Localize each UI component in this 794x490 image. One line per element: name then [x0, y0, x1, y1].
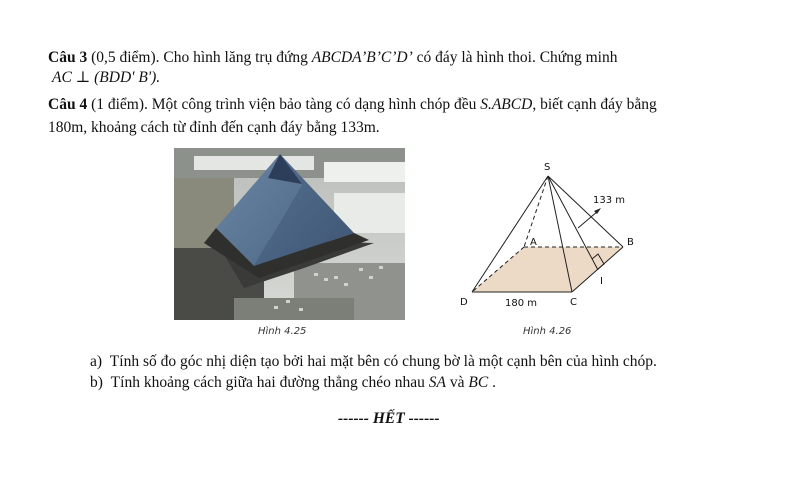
base-edge-label: 180 m: [505, 298, 538, 309]
vertex-s-label: S: [544, 162, 551, 173]
question-4-rest: , biết cạnh đáy bằng: [532, 96, 657, 113]
part-b-and: và: [446, 374, 469, 391]
diagram-caption: Hình 4.26: [523, 326, 572, 337]
question-3-points: (0,5 điểm). Cho hình lăng trụ đứng: [87, 49, 312, 66]
part-b-end: .: [488, 374, 496, 391]
end-mark: ------ HẾT ------: [338, 410, 440, 427]
part-b: [90, 373, 496, 393]
question-3-rest: có đáy là hình thoi. Chứng minh: [412, 49, 618, 66]
photo-caption: Hình 4.25: [258, 326, 307, 337]
line-sa: SA: [428, 374, 447, 391]
part-b-marker: b): [90, 374, 103, 391]
part-b-text: Tính khoảng cách giữa hai đường thẳng chéo nhau: [110, 374, 429, 391]
part-a-marker: a): [90, 353, 103, 370]
line-bc: BC: [468, 374, 489, 391]
vertex-d-label: D: [460, 297, 468, 308]
vertex-c-label: C: [570, 297, 577, 308]
question-4-points: (1 điểm). Một công trình viện bảo tàng có dạng hình chóp đều: [87, 96, 481, 113]
pyramid-name: S.ABCD: [480, 96, 533, 113]
question-3-label: Câu 3: [48, 49, 88, 66]
question-4-line2: 180m, khoảng cách từ đỉnh đến cạnh đáy bằng 133m.: [48, 119, 380, 136]
prism-name: ABCDA’B’C’D’: [311, 49, 413, 66]
vertex-b-label: B: [627, 237, 634, 248]
slant-height-label: 133 m: [593, 195, 626, 206]
pyramid-photo: [174, 148, 405, 320]
part-a: [90, 352, 657, 372]
question-3-line1: [48, 48, 617, 68]
question-4-label: Câu 4: [48, 96, 88, 113]
pyramid-diagram: [450, 150, 650, 340]
vertex-a-label: A: [530, 237, 537, 248]
part-a-text: Tính số đo góc nhị diện tạo bởi hai mặt bên có chung bờ là một cạnh bên của hình chóp.: [109, 353, 657, 370]
question-3-claim: AC ⊥ (BDD' B').: [52, 69, 161, 86]
question-4-line1: [48, 95, 657, 115]
point-i-label: I: [600, 276, 603, 287]
